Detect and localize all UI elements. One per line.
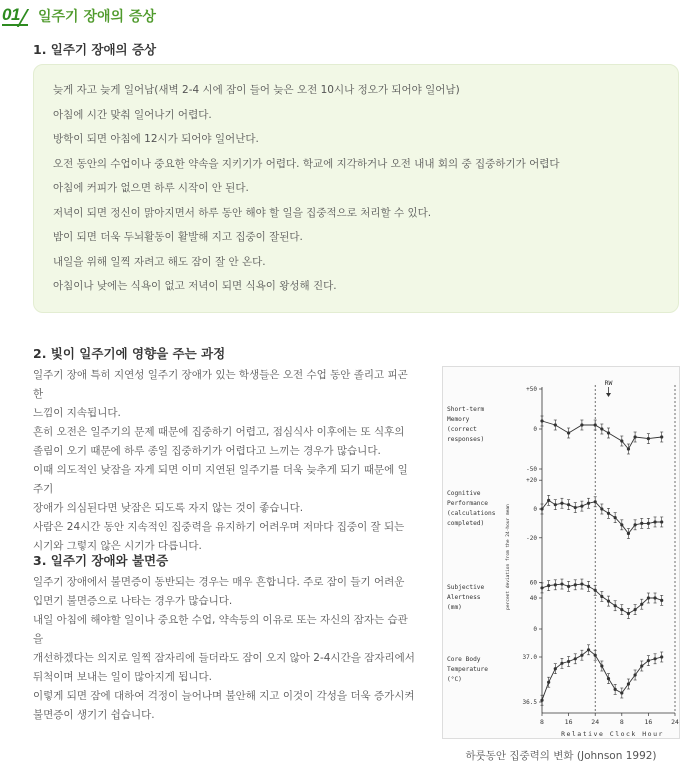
x-tick-label: 16 [564,718,573,726]
data-point [560,502,563,505]
panel-title-line: Alertness [447,594,481,601]
circadian-chart [443,367,680,740]
paragraph-line: 이때 의도적인 낮잠을 자게 되면 이미 지연된 일주기를 더욱 늦추게 되기 때문에 일주기 [33,464,408,495]
data-point [607,677,610,680]
panel-title-line: (correct [447,426,477,433]
light-heading: 2. 빛이 일주기에 영향을 주는 과정 [33,346,226,361]
data-point [554,667,557,670]
data-point [640,664,643,667]
symptoms-list [53,82,560,303]
panel-title-line: completed) [447,520,485,527]
data-point [607,512,610,515]
paragraph-line: 일주기 장애 특히 지연성 일주기 장애가 있는 학생들은 오전 수업 동안 졸리고 피곤한 [33,369,408,400]
y-tick-label: 36.5 [522,699,537,706]
data-point [574,657,577,660]
data-point [640,603,643,606]
x-tick-label: 24 [591,718,600,726]
paragraph-line: 장애가 의심된다면 낮잠은 되도록 자지 않는 것이 좋습니다. [33,502,304,514]
data-point [560,582,563,585]
list-item: 오전 동안의 수업이나 중요한 약속을 지키기가 어렵다. 학교에 지각하거나 오전 내내 회의 중 집중하기가 어렵다 [53,157,560,170]
data-point [594,423,597,426]
data-point [540,586,543,589]
data-point [600,507,603,510]
data-point [660,599,663,602]
data-point [653,657,656,660]
paragraph-line: 졸림이 오기 때문에 하루 종일 집중하기가 어렵다고 느끼는 경우가 많습니다. [33,445,381,457]
data-point [587,648,590,651]
figure-caption: 하룻동안 집중력의 변화 (Johnson 1992) [465,750,657,762]
data-point [634,608,637,611]
panel-title-line: Cognitive [447,490,481,497]
x-axis-label: Relative Clock Hour [561,730,664,738]
panel-title-line: Core Body [447,656,481,663]
x-tick-label: 8 [619,718,624,726]
paragraph-line: 느낌이 지속됩니다. [33,407,121,419]
data-point [607,431,610,434]
section-number-underline-decoration [2,24,28,26]
panel-title-line: responses) [447,436,485,443]
section-number: 01 [2,5,20,24]
data-point [660,655,663,658]
data-point [594,500,597,503]
data-point [627,447,630,450]
data-point [547,584,550,587]
list-item: 저녁이 되면 정신이 맑아지면서 하루 동안 해야 할 일을 집중적으로 처리할 수 있다. [53,206,432,219]
data-point [554,583,557,586]
data-point [574,583,577,586]
data-point [554,423,557,426]
list-item: 아침에 시간 맞춰 일어나기 어렵다. [53,108,212,121]
y-tick-label: 0 [533,626,537,633]
section-title: 일주기 장애의 증상 [38,9,156,25]
data-point [620,523,623,526]
data-point [647,522,650,525]
data-point [560,662,563,665]
data-point [634,435,637,438]
data-point [574,506,577,509]
data-point [567,585,570,588]
list-item: 밤이 되면 더욱 두뇌활동이 활발해 지고 집중이 잘된다. [53,231,303,243]
symptoms-heading: 1. 일주기 장애의 증상 [33,42,157,57]
data-point [580,505,583,508]
list-item: 늦게 자고 늦게 일어남(새벽 2-4 시에 잠이 들어 늦은 오전 10시나 정오가 되어야 일어남) [53,84,460,96]
paragraph-line: 내일 아침에 해야할 일이나 중요한 수업, 약속등의 이유로 또는 자신의 잠자는 습관을 [33,614,408,645]
circadian-chart-figure [442,366,680,739]
data-point [607,600,610,603]
data-point [614,688,617,691]
panel-title-line: Performance [447,500,488,507]
data-point [634,673,637,676]
data-point [580,423,583,426]
rw-label: RW [604,379,613,387]
data-point [580,654,583,657]
data-point [660,520,663,523]
section-header [0,3,680,27]
paragraph-line: 사람은 24시간 동안 지속적인 집중력을 유지하기 어려우며 저마다 집중이 잘 되는 [33,521,405,533]
panel-title-line: Memory [447,416,470,423]
list-item: 아침이나 낮에는 식욕이 없고 저녁이 되면 식욕이 왕성해 진다. [53,280,337,292]
data-point [600,664,603,667]
paragraph-line: 일주기 장애에서 불면증이 동반되는 경우는 매우 흔합니다. 주로 잠이 들기 어려운 [33,576,405,588]
symptoms-box [33,64,679,313]
panel-title-line: (calculations [447,510,496,517]
paragraph-line: 이렇게 되면 잠에 대하여 걱정이 늘어나며 불안해 지고 이것이 각성을 더욱 증가시켜 [33,690,415,702]
rw-arrow-head [606,393,611,397]
data-point [653,596,656,599]
data-point [567,503,570,506]
y-axis-label: percent deviation from the 24-hour mean [506,504,511,610]
list-item: 방학이 되면 아침에 12시가 되어야 일어난다. [53,133,259,145]
data-point [540,419,543,422]
x-tick-label: 16 [644,718,653,726]
data-point [600,427,603,430]
data-point [620,608,623,611]
panel-title-line: Temperature [447,666,488,673]
data-point [567,431,570,434]
data-point [614,516,617,519]
paragraph-line: 입면기 불면증으로 나타는 경우가 많습니다. [33,595,233,607]
panel-title-line: (°C) [447,676,462,683]
data-point [660,435,663,438]
panel-title-line: Subjective [447,584,485,591]
y-tick-label: +50 [526,386,537,393]
data-point [600,595,603,598]
list-item: 내일을 위해 일찍 자려고 해도 잠이 잘 안 온다. [53,255,266,268]
paragraph-line: 흔히 오전은 일주기의 문제 때문에 집중하기 어렵고, 점심식사 이후에는 또 식후의 [33,426,405,438]
data-point [540,699,543,702]
light-paragraph [33,366,415,556]
data-point [540,507,543,510]
data-point [647,659,650,662]
data-point [580,582,583,585]
data-point [567,660,570,663]
data-point [594,654,597,657]
data-point [587,502,590,505]
data-point [620,439,623,442]
data-point [594,589,597,592]
x-tick-label: 8 [540,718,544,726]
data-point [627,682,630,685]
data-point [640,522,643,525]
x-tick-label: 24 [671,718,679,726]
insomnia-heading: 3. 일주기 장애와 불면증 [33,553,169,568]
list-item: 아침에 커피가 없으면 하루 시작이 안 된다. [53,182,249,194]
data-point [620,691,623,694]
data-point [587,585,590,588]
y-tick-label: 0 [533,426,537,433]
data-point [614,604,617,607]
y-tick-label: -50 [526,466,537,473]
data-point [547,681,550,684]
panel-title-line: Short-term [447,406,485,413]
insomnia-paragraph [33,573,415,725]
paragraph-line: 뒤척이며 보내는 일이 많아지게 됩니다. [33,671,212,683]
y-tick-label: 0 [533,506,537,513]
y-tick-label: 40 [529,595,537,602]
data-point [647,437,650,440]
y-tick-label: -20 [526,534,537,542]
paragraph-line: 불면증이 생기기 쉽습니다. [33,709,155,721]
paragraph-line: 시기와 그렇지 않은 시기가 다릅니다. [33,540,202,552]
data-point [653,520,656,523]
series-line [542,650,662,700]
y-tick-label: +20 [526,477,537,485]
panel-title-line: (mm) [447,604,462,611]
data-point [554,503,557,506]
paragraph-line: 개선하겠다는 의지로 일찍 잠자리에 들더라도 잠이 오지 않아 2-4시간을 잠자리에서 [33,652,415,664]
y-tick-label: 60 [529,579,537,587]
data-point [547,499,550,502]
data-point [634,523,637,526]
data-point [647,596,650,599]
y-tick-label: 37.0 [522,654,537,661]
data-point [627,532,630,535]
data-point [627,612,630,615]
